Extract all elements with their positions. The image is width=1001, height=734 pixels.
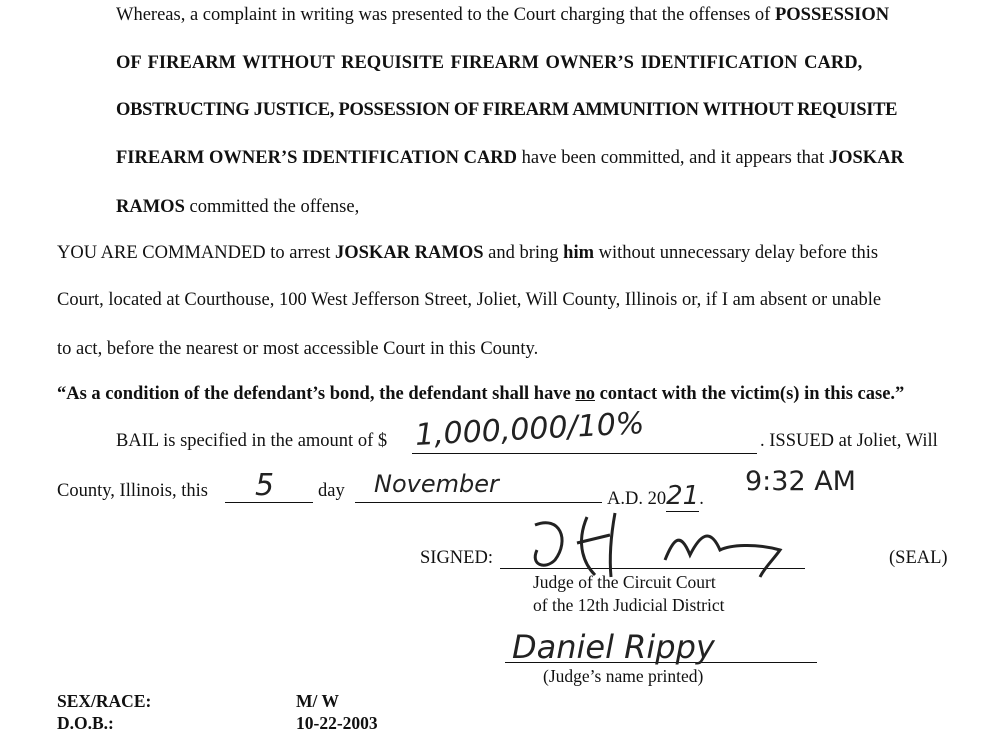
command-line-1 bbox=[57, 243, 878, 264]
offense-line-2: OF FIREARM WITHOUT REQUISITE FIREARM OWNER’S IDENTIFICATION CARD, bbox=[116, 53, 863, 73]
dob-label: D.O.B.: bbox=[57, 713, 114, 733]
bond-condition bbox=[57, 384, 904, 405]
offense-text-end: FIREARM OWNER’S IDENTIFICATION CARD bbox=[116, 148, 518, 168]
complaint-line-4-text: have been committed, and it appears that bbox=[517, 148, 829, 168]
complaint-line-4 bbox=[116, 148, 904, 169]
issued-text: . ISSUED at Joliet, Will bbox=[760, 431, 938, 451]
judge-printed-name: Daniel Rippy bbox=[512, 628, 715, 666]
sex-race-label: SEX/RACE: bbox=[57, 691, 152, 711]
month-line bbox=[355, 502, 602, 503]
pronoun: him bbox=[563, 243, 595, 263]
judge-title-1: Judge of the Circuit Court bbox=[533, 572, 716, 592]
day-label: day bbox=[318, 481, 345, 501]
complaint-line-5 bbox=[116, 197, 359, 218]
bail-amount: 1,000,000/10% bbox=[414, 406, 646, 453]
county-text: County, Illinois, this bbox=[57, 481, 208, 501]
command-text-b: and bring bbox=[483, 243, 564, 263]
seal-label: (SEAL) bbox=[889, 548, 948, 568]
signed-label: SIGNED: bbox=[420, 548, 493, 568]
defendant-name-cont: RAMOS bbox=[116, 197, 185, 217]
bond-condition-after: contact with the victim(s) in this case.” bbox=[594, 384, 905, 404]
year-value: 21 bbox=[666, 481, 700, 511]
bail-amount-line bbox=[412, 453, 757, 454]
judge-title-2: of the 12th Judicial District bbox=[533, 595, 725, 615]
bond-condition-before: “As a condition of the defendant’s bond, the defendant shall have bbox=[57, 384, 576, 404]
dob-value: 10-22-2003 bbox=[296, 713, 378, 733]
defendant-name: JOSKAR bbox=[828, 148, 904, 168]
command-line-2: Court, located at Courthouse, 100 West Jefferson Street, Joliet, Will County, Illinois or, if I am absent or unable bbox=[57, 290, 882, 310]
complaint-line-1-text: Whereas, a complaint in writing was presented to the Court charging that the offenses of bbox=[116, 5, 775, 25]
complaint-line-1 bbox=[116, 5, 889, 26]
command-text-a: YOU ARE COMMANDED to arrest bbox=[57, 243, 335, 263]
offense-line-3: OBSTRUCTING JUSTICE, POSSESSION OF FIREARM AMMUNITION WITHOUT REQUISITE bbox=[116, 100, 898, 120]
command-text-c: without unnecessary delay before this bbox=[594, 243, 879, 263]
bail-label: BAIL is specified in the amount of $ bbox=[116, 431, 388, 451]
command-line-3: to act, before the nearest or most accessible Court in this County. bbox=[57, 339, 539, 359]
issue-time: 9:32 AM bbox=[745, 466, 856, 497]
offense-text: POSSESSION bbox=[774, 5, 890, 25]
complaint-line-5-text: committed the offense, bbox=[184, 197, 360, 217]
year-prefix: A.D. 20 bbox=[607, 489, 667, 509]
day-value: 5 bbox=[255, 468, 275, 503]
year-suffix: . bbox=[699, 489, 704, 509]
month-value: November bbox=[374, 470, 499, 498]
arrest-name: JOSKAR RAMOS bbox=[335, 243, 484, 263]
sex-race-value: M/ W bbox=[296, 691, 339, 711]
bond-condition-no: no bbox=[575, 384, 595, 404]
printed-name-label: (Judge’s name printed) bbox=[543, 666, 704, 686]
